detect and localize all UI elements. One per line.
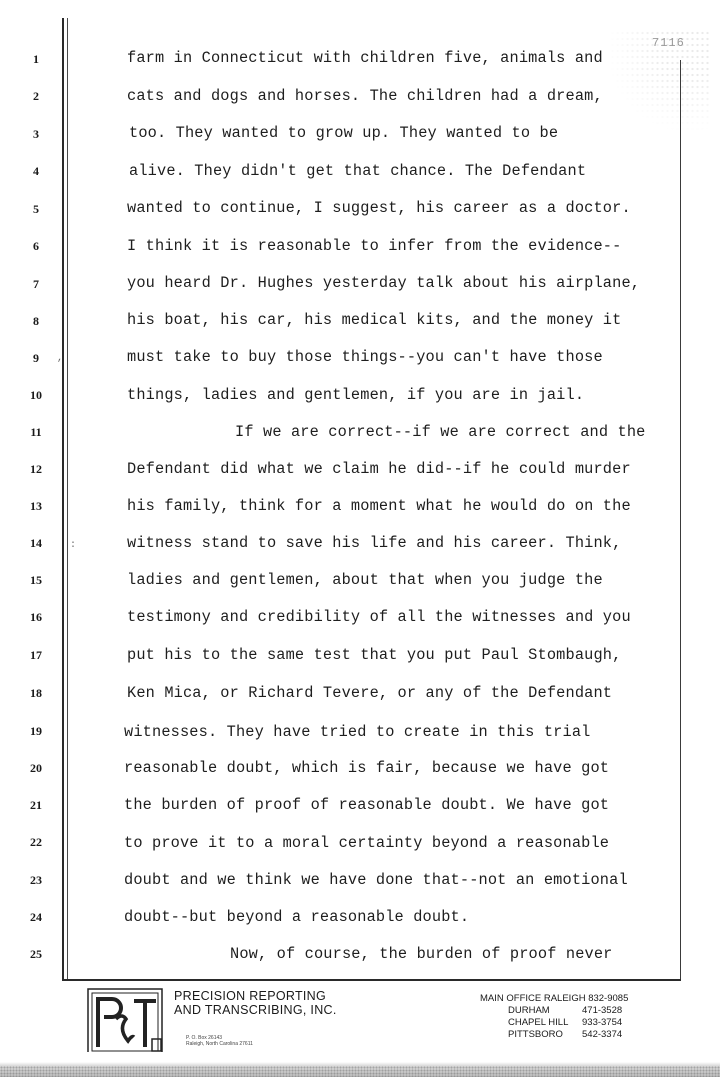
transcript-line: doubt--but beyond a reasonable doubt. xyxy=(124,908,470,926)
line-number: 20 xyxy=(30,761,42,775)
line-number: 6 xyxy=(33,239,39,253)
line-number: 1 xyxy=(33,52,39,66)
transcript-line: you heard Dr. Hughes yesterday talk about his airplane, xyxy=(127,274,641,292)
line-number: 18 xyxy=(30,686,42,700)
left-margin-rule-inner xyxy=(67,18,68,980)
transcript-line: I think it is reasonable to infer from the evidence-- xyxy=(127,237,622,255)
logo-emblem-icon xyxy=(88,989,162,1055)
line-number: 25 xyxy=(30,947,42,961)
transcript-line: If we are correct--if we are correct and the xyxy=(235,423,646,441)
main-office-label: MAIN OFFICE RALEIGH 832-9085 xyxy=(480,993,629,1004)
transcript-line: cats and dogs and horses. The children had a dream, xyxy=(127,87,603,105)
transcript-line: reasonable doubt, which is fair, because we have got xyxy=(124,759,610,777)
line-number: 12 xyxy=(30,462,42,476)
transcript-line: farm in Connecticut with children five, animals and xyxy=(127,49,603,67)
scan-mark: , xyxy=(57,353,64,364)
office-phone: 933-3754 xyxy=(582,1017,623,1028)
line-number: 13 xyxy=(30,499,42,513)
line-number: 3 xyxy=(33,127,39,141)
address-line2: Raleigh, North Carolina 27611 xyxy=(186,1041,253,1047)
line-number: 11 xyxy=(30,425,42,439)
company-address xyxy=(186,1035,253,1047)
transcript-line: Ken Mica, or Richard Tevere, or any of the Defendant xyxy=(127,684,613,702)
office-city: DURHAM xyxy=(508,1005,550,1016)
transcript-line: testimony and credibility of all the witnesses and you xyxy=(127,608,631,626)
line-number: 4 xyxy=(33,164,39,178)
line-number: 9 xyxy=(33,351,39,365)
company-name xyxy=(174,989,337,1017)
bottom-rule xyxy=(62,979,681,981)
transcript-line: witnesses. They have tried to create in this trial xyxy=(124,723,591,741)
address-line1: P. O. Box 26143 xyxy=(186,1035,223,1041)
line-number: 14 xyxy=(30,536,42,550)
office-city: CHAPEL HILL xyxy=(508,1017,569,1028)
transcript-line: the burden of proof of reasonable doubt. We have got xyxy=(124,796,610,814)
line-number: 8 xyxy=(33,314,39,328)
transcript-line: witness stand to save his life and his career. Think, xyxy=(127,534,622,552)
company-logo xyxy=(86,987,164,1057)
scan-bottom-edge xyxy=(0,1052,720,1077)
line-number: 22 xyxy=(30,835,42,849)
transcript-line: his family, think for a moment what he would do on the xyxy=(127,497,631,515)
right-margin-rule xyxy=(680,60,681,980)
line-number: 23 xyxy=(30,873,42,887)
line-number: 19 xyxy=(30,724,42,738)
transcript-line: put his to the same test that you put Paul Stombaugh, xyxy=(127,646,622,664)
transcript-line: his boat, his car, his medical kits, and the money it xyxy=(127,311,622,329)
scan-mark: : xyxy=(70,540,77,551)
transcript-line: too. They wanted to grow up. They wanted to be xyxy=(129,124,559,142)
line-number: 2 xyxy=(33,89,39,103)
line-number: 7 xyxy=(33,277,39,291)
transcript-line: wanted to continue, I suggest, his career as a doctor. xyxy=(127,199,631,217)
transcript-line: Defendant did what we claim he did--if he could murder xyxy=(127,460,631,478)
line-number: 15 xyxy=(30,573,42,587)
company-name-line2: AND TRANSCRIBING, INC. xyxy=(174,1003,337,1017)
transcript-line: must take to buy those things--you can't have those xyxy=(127,348,603,366)
left-margin-rule xyxy=(62,18,64,980)
office-city: PITTSBORO xyxy=(508,1029,563,1040)
transcript-line: Now, of course, the burden of proof never xyxy=(230,945,613,963)
transcript-line: alive. They didn't get that chance. The Defendant xyxy=(129,162,587,180)
line-number: 10 xyxy=(30,388,42,402)
company-name-line1: PRECISION REPORTING xyxy=(174,989,327,1003)
transcript-line: to prove it to a moral certainty beyond a reasonable xyxy=(124,834,610,852)
transcript-line: things, ladies and gentlemen, if you are in jail. xyxy=(127,386,585,404)
line-number: 17 xyxy=(30,648,42,662)
line-number: 24 xyxy=(30,910,42,924)
line-number: 16 xyxy=(30,610,42,624)
line-number: 21 xyxy=(30,798,42,812)
line-number: 5 xyxy=(33,202,39,216)
transcript-line: ladies and gentlemen, about that when you judge the xyxy=(127,571,603,589)
office-phone: 471-3528 xyxy=(582,1005,623,1016)
page-number: 7116 xyxy=(652,36,685,50)
office-phone: 542-3374 xyxy=(582,1029,623,1040)
transcript-line: doubt and we think we have done that--not an emotional xyxy=(124,871,628,889)
